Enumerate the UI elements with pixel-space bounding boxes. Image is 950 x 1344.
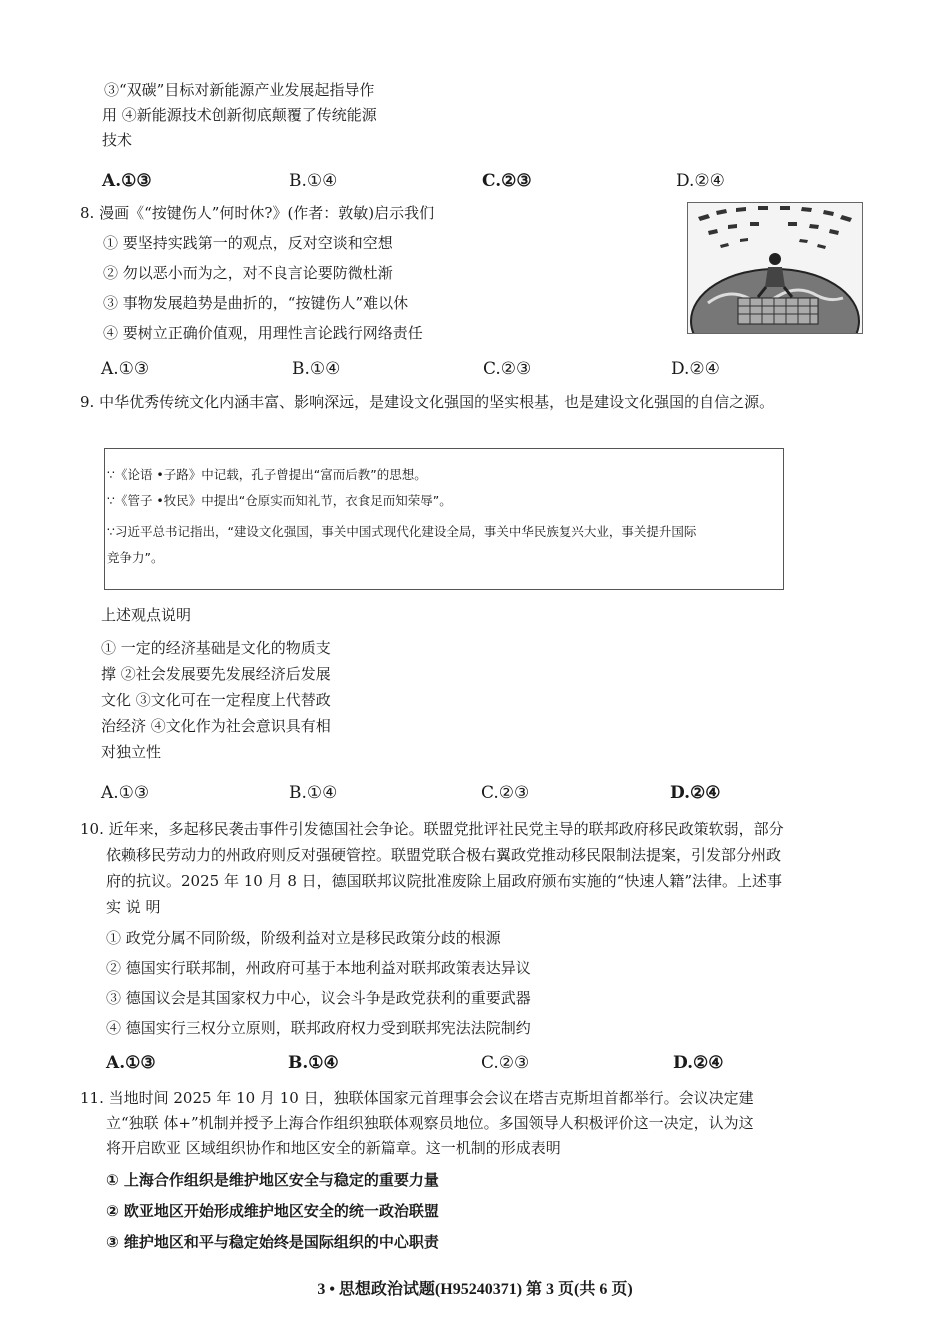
q9-item-line: 撑 ②社会发展要先发展经济后发展 (101, 665, 331, 683)
q10-item: ② 德国实行联邦制，州政府可基于本地利益对联邦政策表达异议 (106, 959, 531, 977)
q10-option-a[interactable]: A.①③ (106, 1053, 156, 1073)
q7-item-line: ③“双碳”目标对新能源产业发展起指导作 (104, 81, 375, 99)
q10-stem-line: 府的抗议。2025 年 10 月 8 日，德国联邦议院批准废除上届政府颁布实施的“快速人籍”法律。上述事 (106, 872, 782, 890)
q8-stem: 8. 漫画《“按键伤人”何时休?》(作者：敦敏)启示我们 (80, 204, 435, 222)
q8-item: ① 要坚持实践第一的观点，反对空谈和空想 (103, 234, 393, 252)
cartoon-image (687, 202, 863, 334)
q10-option-d[interactable]: D.②④ (673, 1053, 724, 1073)
q7-option-d[interactable]: D.②④ (676, 171, 725, 191)
q8-option-a[interactable]: A.①③ (101, 359, 150, 379)
quote-line: ∵《论语 •子路》中记载，孔子曾提出“富而后教”的思想。 (107, 467, 427, 482)
q7-option-a[interactable]: A.①③ (102, 171, 152, 191)
q10-stem-line: 10. 近年来，多起移民袭击事件引发德国社会争论。联盟党批评社民党主导的联邦政府移民政策软弱，部分 (80, 820, 784, 838)
q9-item-line: 对独立性 (101, 743, 162, 761)
quote-line: 竞争力”。 (107, 550, 164, 565)
q10-option-b[interactable]: B.①④ (288, 1053, 339, 1073)
q11-stem-line: 11. 当地时间 2025 年 10 月 10 日，独联体国家元首理事会会议在塔吉克斯坦首都举行。会议决定建 (80, 1089, 754, 1107)
q9-lead: 上述观点说明 (101, 606, 192, 624)
q7-option-b[interactable]: B.①④ (289, 171, 338, 191)
q8-item: ② 勿以恶小而为之，对不良言论要防微杜渐 (103, 264, 393, 282)
q11-item: ① 上海合作组织是维护地区安全与稳定的重要力量 (106, 1171, 439, 1189)
q7-item-line: 技术 (102, 131, 133, 149)
q7-item-line: 用 ④新能源技术创新彻底颠覆了传统能源 (102, 106, 377, 124)
q9-item-line: ① 一定的经济基础是文化的物质支 (101, 639, 331, 657)
q10-option-c[interactable]: C.②③ (481, 1053, 530, 1073)
q9-option-c[interactable]: C.②③ (481, 783, 530, 803)
q9-item-line: 治经济 ④文化作为社会意识具有相 (101, 717, 331, 735)
q11-item: ② 欧亚地区开始形成维护地区安全的统一政治联盟 (106, 1202, 439, 1220)
q7-option-c[interactable]: C.②③ (482, 171, 532, 191)
page-footer: 3 • 思想政治试题(H95240371) 第 3 页(共 6 页) (317, 1281, 633, 1298)
q9-option-b[interactable]: B.①④ (289, 783, 338, 803)
q8-item: ④ 要树立正确价值观，用理性言论践行网络责任 (103, 324, 423, 342)
q9-stem: 9. 中华优秀传统文化内涵丰富、影响深远，是建设文化强国的坚实根基，也是建设文化强国的自信之源。 (80, 393, 775, 411)
cartoon-drawing (688, 203, 862, 333)
q11-stem-line: 立“独联 体+”机制并授予上海合作组织独联体观察员地位。多国领导人积极评价这一决定，认为这 (106, 1114, 754, 1132)
q10-item: ④ 德国实行三权分立原则，联邦政府权力受到联邦宪法法院制约 (106, 1019, 531, 1037)
q10-item: ① 政党分属不同阶级，阶级利益对立是移民政策分歧的根源 (106, 929, 501, 947)
q10-stem-line: 依赖移民劳动力的州政府则反对强硬管控。联盟党联合极右翼政党推动移民限制法提案，引发部分州政 (106, 846, 782, 864)
quote-box (104, 448, 784, 590)
q9-option-d[interactable]: D.②④ (670, 783, 721, 803)
q9-option-a[interactable]: A.①③ (101, 783, 150, 803)
q8-option-d[interactable]: D.②④ (671, 359, 720, 379)
q11-item: ③ 维护地区和平与稳定始终是国际组织的中心职责 (106, 1233, 439, 1251)
q10-stem-line: 实 说 明 (106, 898, 161, 916)
quote-line: ∵《管子 •牧民》中提出“仓原实而知礼节，衣食足而知荣辱”。 (107, 493, 452, 508)
quote-line: ∵习近平总书记指出，“建设文化强国，事关中国式现代化建设全局，事关中华民族复兴大业，事关提升国际 (107, 524, 697, 539)
q9-item-line: 文化 ③文化可在一定程度上代替政 (101, 691, 331, 709)
q11-stem-line: 将开启欧亚 区域组织协作和地区安全的新篇章。这一机制的形成表明 (106, 1139, 561, 1157)
q8-option-b[interactable]: B.①④ (292, 359, 341, 379)
q10-item: ③ 德国议会是其国家权力中心，议会斗争是政党获利的重要武器 (106, 989, 531, 1007)
q8-option-c[interactable]: C.②③ (483, 359, 532, 379)
q8-item: ③ 事物发展趋势是曲折的，“按键伤人”难以休 (103, 294, 409, 312)
